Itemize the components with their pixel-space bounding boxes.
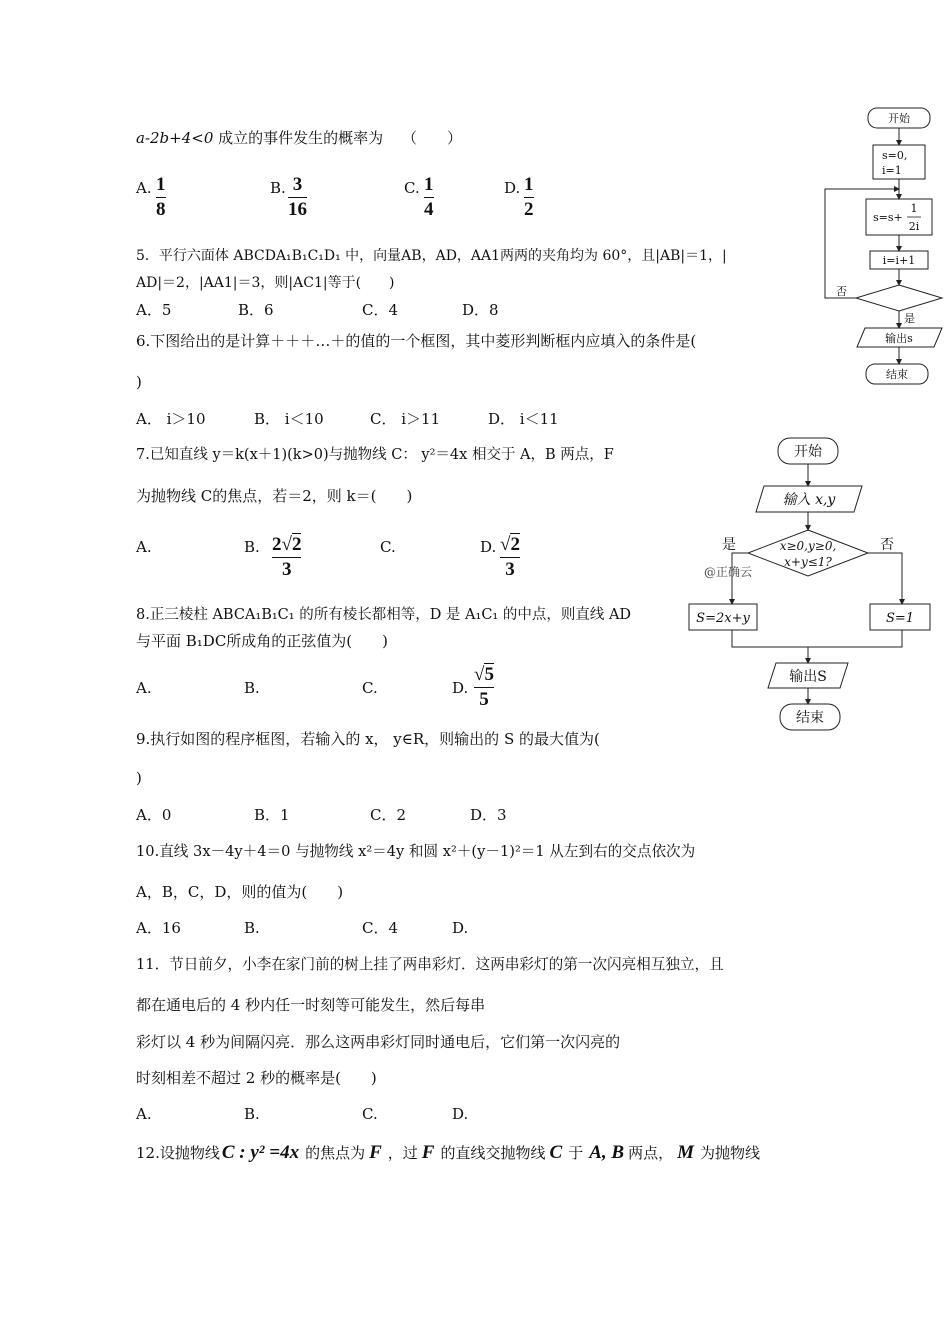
- q5-option-c: C．4: [362, 301, 399, 319]
- flow2-left-label: S=2x+y: [696, 611, 750, 626]
- q8-option-d: D.: [452, 679, 469, 697]
- q10-option-a: A．16: [136, 919, 181, 937]
- q11-line1: 11．节日前夕，小李在家门前的树上挂了两串彩灯．这两串彩灯的第一次闪亮相互独立，且: [136, 956, 724, 973]
- flow2-condition-diamond: [748, 530, 868, 576]
- q8-option-c: C.: [362, 679, 378, 697]
- q11-line3: 彩灯以 4 秒为间隔闪亮．那么这两串彩灯同时通电后，它们第一次闪亮的: [136, 1033, 621, 1051]
- q11-option-d: D.: [452, 1105, 469, 1123]
- q10-line1: 10.直线 3x－4y＋4＝0 与抛物线 x²＝4y 和圆 x²＋(y－1)²＝1 从左到右的交点依次为: [136, 843, 696, 860]
- q7-option-b: B.: [244, 538, 260, 556]
- q11-line2: 都在通电后的 4 秒内任一时刻等可能发生，然后每串: [136, 996, 486, 1014]
- q7-option-b-fraction: 2√2 3: [272, 534, 302, 580]
- q5-option-b: B．6: [238, 301, 274, 319]
- flow1-output-label: 输出s: [885, 332, 913, 345]
- flowchart-q6: [818, 105, 946, 390]
- q8-option-a: A.: [136, 679, 152, 697]
- q8-line2: 与平面 B₁DC所成角的正弦值为( ): [136, 632, 389, 650]
- flow2-output-label: 输出S: [789, 669, 827, 685]
- q4-option-d: D.: [504, 179, 521, 197]
- q7-option-a: A.: [136, 538, 152, 556]
- q9-option-b: B．1: [254, 806, 290, 824]
- flow1-assign-den: 2i: [908, 220, 920, 233]
- q6-line2: ): [136, 373, 142, 391]
- q6-option-a: A． i＞10: [136, 410, 206, 428]
- flow2-cond-line1: x≥0,y≥0,: [779, 539, 837, 553]
- q9-line2: ): [136, 769, 142, 787]
- q8-option-d-fraction: √5 5: [474, 664, 494, 710]
- q4-text: 成立的事件发生的概率为: [218, 129, 384, 147]
- q11-line4: 时刻相差不超过 2 秒的概率是( ): [136, 1069, 377, 1087]
- flow1-incr-label: i=i+1: [882, 254, 916, 267]
- flow1-init-label2: i=1: [882, 164, 902, 177]
- q5-line1: 5．平行六面体 ABCDA₁B₁C₁D₁ 中，向量AB，AD，AA1两两的夹角均为 60°，且|AB|＝1，|: [136, 248, 727, 264]
- flow2-no-label: 否: [880, 537, 894, 553]
- q12-line: 12.设抛物线 C : y² =4x 的焦点为 F ，过 F 的直线交抛物线 C 于 A, B 两点， M 为抛物线: [136, 1142, 760, 1163]
- q12-math-parabola: C : y² =4x: [221, 1142, 300, 1163]
- q5-option-a: A．5: [136, 301, 172, 319]
- flow2-cond-line2: x+y≤1?: [784, 555, 832, 569]
- q11-option-b: B.: [244, 1105, 260, 1123]
- flow1-start-label: 开始: [888, 112, 910, 125]
- flow1-condition-diamond: [856, 285, 942, 311]
- flow1-yes-label: 是: [904, 312, 915, 325]
- q11-option-c: C.: [362, 1105, 378, 1123]
- q4-tail-line: [136, 128, 462, 148]
- q11-option-a: A.: [136, 1105, 152, 1123]
- q9-option-d: D．3: [470, 806, 507, 824]
- q6-option-d: D． i＜11: [488, 410, 559, 428]
- q12-math-f2: F: [421, 1142, 435, 1163]
- q4-option-b-fraction: 3 16: [288, 174, 307, 220]
- q5-line2: AD|＝2，|AA1|＝3，则|AC1|等于( ): [136, 275, 395, 291]
- q10-option-c: C．4: [362, 919, 399, 937]
- q9-option-c: C．2: [370, 806, 407, 824]
- q10-line2: A，B，C，D，则的值为( ): [136, 883, 344, 901]
- q4-option-c: C.: [404, 179, 420, 197]
- q6-line1: 6.下图给出的是计算＋＋＋…＋的值的一个框图，其中菱形判断框内应填入的条件是(: [136, 332, 697, 350]
- flow2-watermark: @正确云: [704, 565, 753, 579]
- flow1-assign-num: 1: [910, 202, 918, 215]
- flow1-no-label: 否: [836, 285, 847, 298]
- q9-line1: 9.执行如图的程序框图，若输入的 x， y∈R，则输出的 S 的最大值为(: [136, 730, 600, 748]
- q7-option-d: D.: [480, 538, 497, 556]
- q10-option-b: B.: [244, 919, 260, 937]
- q12-math-m: M: [677, 1142, 694, 1163]
- flow2-yes-label: 是: [722, 537, 736, 553]
- q8-option-b: B.: [244, 679, 260, 697]
- q6-option-b: B． i＜10: [254, 410, 324, 428]
- q12-math-ab: A, B: [589, 1142, 625, 1163]
- q4-option-c-fraction: 1 4: [424, 174, 434, 220]
- q4-paren: （ ）: [401, 129, 462, 147]
- q4-option-d-fraction: 1 2: [524, 174, 534, 220]
- flowchart-q9: [684, 432, 934, 737]
- flow2-right-label: S=1: [885, 611, 915, 626]
- q4-option-a-fraction: 1 8: [156, 174, 166, 220]
- flow1-end-label: 结束: [886, 368, 908, 381]
- flow2-start-label: 开始: [794, 444, 822, 460]
- q12-math-c: C: [549, 1142, 563, 1163]
- q4-expr: a-2b+4<0: [136, 129, 214, 147]
- q10-option-d: D.: [452, 919, 469, 937]
- q5-option-d: D．8: [462, 301, 499, 319]
- q4-option-b: B.: [270, 179, 286, 197]
- q7-line2: 为抛物线 C的焦点，若＝2，则 k＝( ): [136, 487, 413, 505]
- flow2-input-label: 输入 x,y: [782, 492, 836, 508]
- q7-option-c: C.: [380, 538, 396, 556]
- flow1-init-label1: s=0,: [882, 149, 908, 162]
- q7-option-d-fraction: √2 3: [500, 534, 520, 580]
- q8-line1: 8.正三棱柱 ABCA₁B₁C₁ 的所有棱长都相等，D 是 A₁C₁ 的中点，则直线 AD: [136, 607, 632, 623]
- q12-math-f1: F: [369, 1142, 382, 1163]
- q4-option-a: A.: [136, 179, 152, 197]
- q6-option-c: C． i＞11: [370, 410, 441, 428]
- q9-option-a: A．0: [136, 806, 172, 824]
- q7-line1: 7.已知直线 y＝k(x＋1)(k>0)与抛物线 C： y²＝4x 相交于 A，B 两点，F: [136, 447, 614, 463]
- flow1-assign-prefix: s=s+: [873, 211, 903, 224]
- flow2-end-label: 结束: [796, 710, 824, 726]
